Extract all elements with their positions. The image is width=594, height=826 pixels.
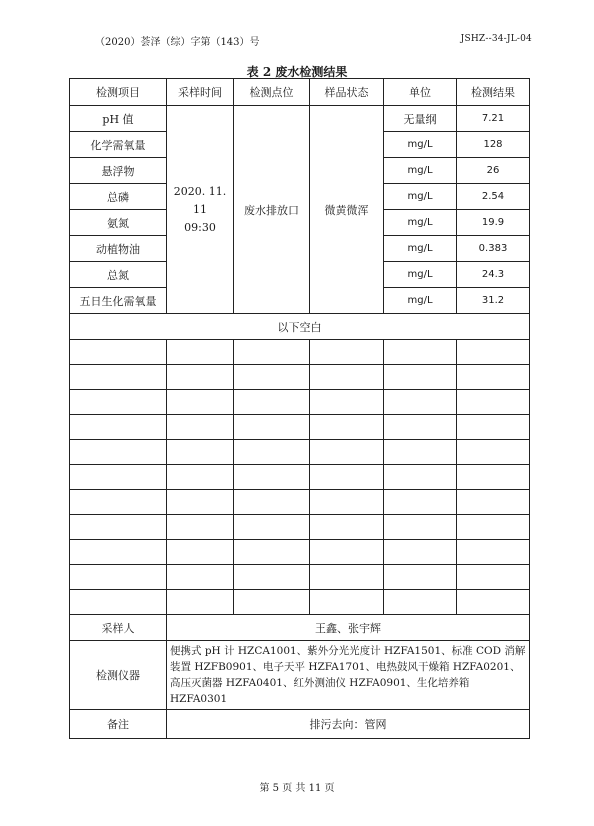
- unit-cell: mg/L: [384, 210, 457, 236]
- remark-value: 排污去向：管网: [167, 710, 530, 739]
- empty-row: [70, 440, 530, 465]
- sample-time-clock: 09:30: [184, 220, 216, 234]
- empty-row: [70, 590, 530, 615]
- instrument-value: 便携式 pH 计 HZCA1001、紫外分光光度计 HZFA1501、标准 COD 消解装置 HZFB0901、电子天平 HZFA1701、电热鼓风干燥箱 HZFA0201、高压灭菌器 HZFA0401、红外测油仪 HZFA0901、生化培养箱 HZFA0301: [167, 641, 530, 710]
- unit-cell: mg/L: [384, 236, 457, 262]
- empty-row: [70, 465, 530, 490]
- unit-cell: mg/L: [384, 288, 457, 314]
- sample-state-cell: 微黄微浑: [310, 106, 384, 314]
- table-header-row: [70, 79, 530, 106]
- item-name: 动植物油: [70, 236, 167, 262]
- header-sample-point: 检测点位: [234, 79, 310, 106]
- header-item: 检测项目: [70, 79, 167, 106]
- result-cell: 128: [457, 132, 530, 158]
- unit-cell: mg/L: [384, 158, 457, 184]
- document-number: （2020）荟泽（综）字第（143）号: [95, 37, 260, 48]
- empty-row: [70, 490, 530, 515]
- empty-row: [70, 540, 530, 565]
- sampler-label: 采样人: [70, 615, 167, 641]
- page-footer: 第 5 页 共 11 页: [259, 783, 335, 794]
- unit-cell: mg/L: [384, 132, 457, 158]
- empty-row: [70, 565, 530, 590]
- result-cell: 2.54: [457, 184, 530, 210]
- result-cell: 7.21: [457, 106, 530, 132]
- header-result: 检测结果: [457, 79, 530, 106]
- sampler-row: [70, 615, 530, 641]
- instrument-label: 检测仪器: [70, 641, 167, 710]
- result-cell: 24.3: [457, 262, 530, 288]
- empty-row: [70, 415, 530, 440]
- empty-row: [70, 515, 530, 540]
- unit-cell: mg/L: [384, 184, 457, 210]
- sampler-value: 王鑫、张宇辉: [167, 615, 530, 641]
- header-unit: 单位: [384, 79, 457, 106]
- empty-row: [70, 365, 530, 390]
- result-cell: 19.9: [457, 210, 530, 236]
- unit-cell: mg/L: [384, 262, 457, 288]
- empty-row: [70, 340, 530, 365]
- form-code: JSHZ--34-JL-04: [460, 34, 532, 44]
- remark-row: [70, 710, 530, 739]
- empty-row: [70, 390, 530, 415]
- header-sample-state: 样品状态: [310, 79, 384, 106]
- item-name: 悬浮物: [70, 158, 167, 184]
- item-name: 氨氮: [70, 210, 167, 236]
- item-name: 总氮: [70, 262, 167, 288]
- result-cell: 31.2: [457, 288, 530, 314]
- table-row: [70, 106, 530, 132]
- table-title: 表 2 废水检测结果: [246, 65, 348, 79]
- item-name: pH 值: [70, 106, 167, 132]
- instrument-row: [70, 641, 530, 710]
- item-name: 化学需氧量: [70, 132, 167, 158]
- unit-cell: 无量纲: [384, 106, 457, 132]
- header-sample-time: 采样时间: [167, 79, 234, 106]
- sample-time-cell: [167, 106, 234, 314]
- remark-label: 备注: [70, 710, 167, 739]
- result-cell: 26: [457, 158, 530, 184]
- item-name: 总磷: [70, 184, 167, 210]
- blank-note-row: [70, 314, 530, 340]
- sample-point-cell: 废水排放口: [234, 106, 310, 314]
- result-cell: 0.383: [457, 236, 530, 262]
- sample-time-date: 2020. 11. 11: [173, 184, 227, 216]
- blank-note: 以下空白: [70, 314, 530, 340]
- wastewater-results-table: [69, 78, 530, 739]
- item-name: 五日生化需氧量: [70, 288, 167, 314]
